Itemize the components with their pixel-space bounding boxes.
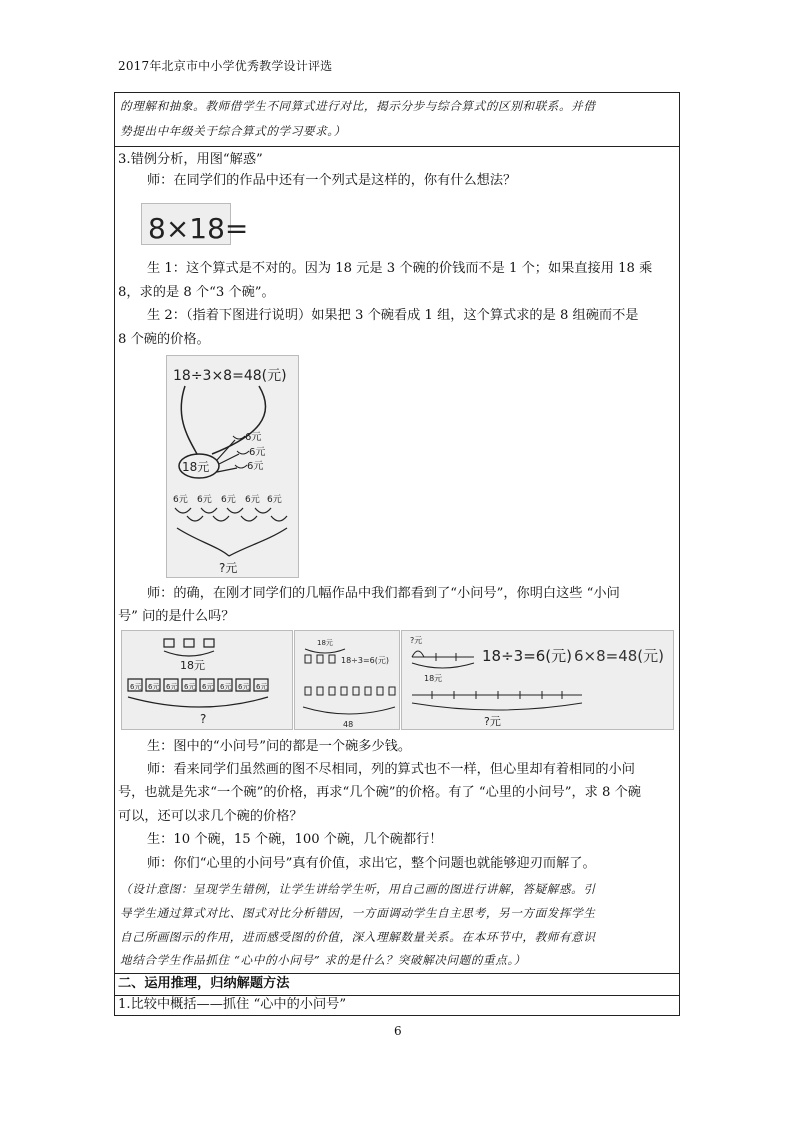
- design-note-line: 自己所画图示的作用，进而感受图的价值，深入理解数量关系。在本环节中，教师有意识: [120, 930, 596, 944]
- svg-text:6元: 6元: [202, 683, 214, 691]
- svg-text:6元: 6元: [148, 683, 160, 691]
- text-line: 可以，还可以求几个碗的价格？: [118, 809, 303, 824]
- text-line: 势提出中年级关于综合算式的学习要求。）: [120, 124, 346, 138]
- page-header: 2017年北京市中小学优秀教学设计评选: [118, 59, 333, 73]
- svg-text:?元: ?元: [484, 715, 501, 728]
- row-divider: [114, 146, 680, 147]
- text-line: 8 个碗的价格。: [118, 332, 210, 347]
- text-line: 号，也就是先求“一个碗”的价格，再求“几个碗”的价格。有了 “心里的小问号”，求 8 个碗: [118, 785, 641, 800]
- svg-text:18÷3=6(元): 18÷3=6(元): [482, 647, 573, 665]
- svg-text:6元: 6元: [249, 447, 266, 458]
- design-note-line: 地结合学生作品抓住 “心中的小问号” 求的是什么？突破解决问题的重点。）: [120, 953, 527, 967]
- svg-text:6×8=48(元): 6×8=48(元): [574, 647, 665, 665]
- svg-text:6元: 6元: [245, 495, 260, 505]
- svg-text:18元: 18元: [424, 674, 443, 683]
- student-work-3: [401, 630, 674, 730]
- svg-text:6元: 6元: [220, 683, 232, 691]
- text-line: 号” 问的是什么吗？: [118, 609, 235, 624]
- svg-text:6元: 6元: [166, 683, 178, 691]
- svg-text:18元: 18元: [180, 659, 205, 672]
- student-tree-drawing: [166, 355, 299, 578]
- text-line: 生 1：这个算式是不对的。因为 18 元是 3 个碗的价钱而不是 1 个；如果直接用 18 乘: [147, 261, 653, 276]
- svg-text:48: 48: [343, 720, 354, 729]
- text-line: 生 2：（指着下图进行说明）如果把 3 个碗看成 1 组，这个算式求的是 8 组碗而不是: [147, 308, 639, 323]
- svg-text:6元: 6元: [130, 683, 142, 691]
- svg-text:6元: 6元: [238, 683, 250, 691]
- svg-text:18÷3=6(元): 18÷3=6(元): [341, 656, 390, 665]
- svg-text:6元: 6元: [256, 683, 268, 691]
- svg-text:6元: 6元: [197, 495, 212, 505]
- svg-text:?元: ?元: [410, 636, 423, 645]
- tree-root-label: 18元: [182, 460, 210, 474]
- svg-text:6元: 6元: [184, 683, 196, 691]
- text-line: 师：看来同学们虽然画的图不尽相同，列的算式也不一样，但心里却有着相同的小问: [147, 762, 635, 777]
- student-work-2: [294, 630, 400, 730]
- section-heading: 3.错例分析，用图“解惑”: [118, 152, 263, 167]
- subsection-title: 1.比较中概括——抓住 “心中的小问号”: [118, 997, 347, 1012]
- section-title: 二、运用推理，归纳解题方法: [118, 976, 290, 991]
- svg-text:18元: 18元: [317, 639, 333, 647]
- tree-formula: 18÷3×8=48(元): [173, 368, 287, 384]
- svg-text:6元: 6元: [245, 432, 262, 443]
- design-note-line: （设计意图：呈现学生错例，让学生讲给学生听，用自己画的图进行讲解，答疑解惑。引: [120, 882, 596, 896]
- text-line: 的理解和抽象。教师借学生不同算式进行对比，揭示分步与综合算式的区别和联系。并借: [120, 99, 596, 113]
- page-number: 6: [394, 1024, 402, 1038]
- text-line: 师：的确，在刚才同学们的几幅作品中我们都看到了“小问号”，你明白这些 “小问: [147, 586, 620, 601]
- text-line: 师：你们“心里的小问号”真有价值，求出它，整个问题也就能够迎刃而解了。: [147, 856, 596, 871]
- text-line: 8，求的是 8 个“3 个碗”。: [118, 285, 275, 300]
- text-line: 师：在同学们的作品中还有一个列式是这样的，你有什么想法？: [147, 173, 517, 188]
- svg-text:6元: 6元: [247, 461, 264, 472]
- student-work-1: [121, 630, 293, 730]
- svg-text:6元: 6元: [221, 495, 236, 505]
- wrong-formula-image: [141, 203, 249, 245]
- svg-text:?: ?: [200, 712, 207, 726]
- wrong-formula-text: 8×18=: [148, 212, 249, 245]
- text-line: 生：图中的“小问号”问的都是一个碗多少钱。: [147, 739, 412, 754]
- svg-text:6元: 6元: [267, 495, 282, 505]
- tree-question: ?元: [219, 561, 238, 575]
- svg-text:6元: 6元: [173, 495, 188, 505]
- design-note-line: 导学生通过算式对比、图式对比分析错因，一方面调动学生自主思考，另一方面发挥学生: [120, 906, 596, 920]
- text-line: 生：10 个碗，15 个碗，100 个碗，几个碗都行！: [147, 832, 443, 847]
